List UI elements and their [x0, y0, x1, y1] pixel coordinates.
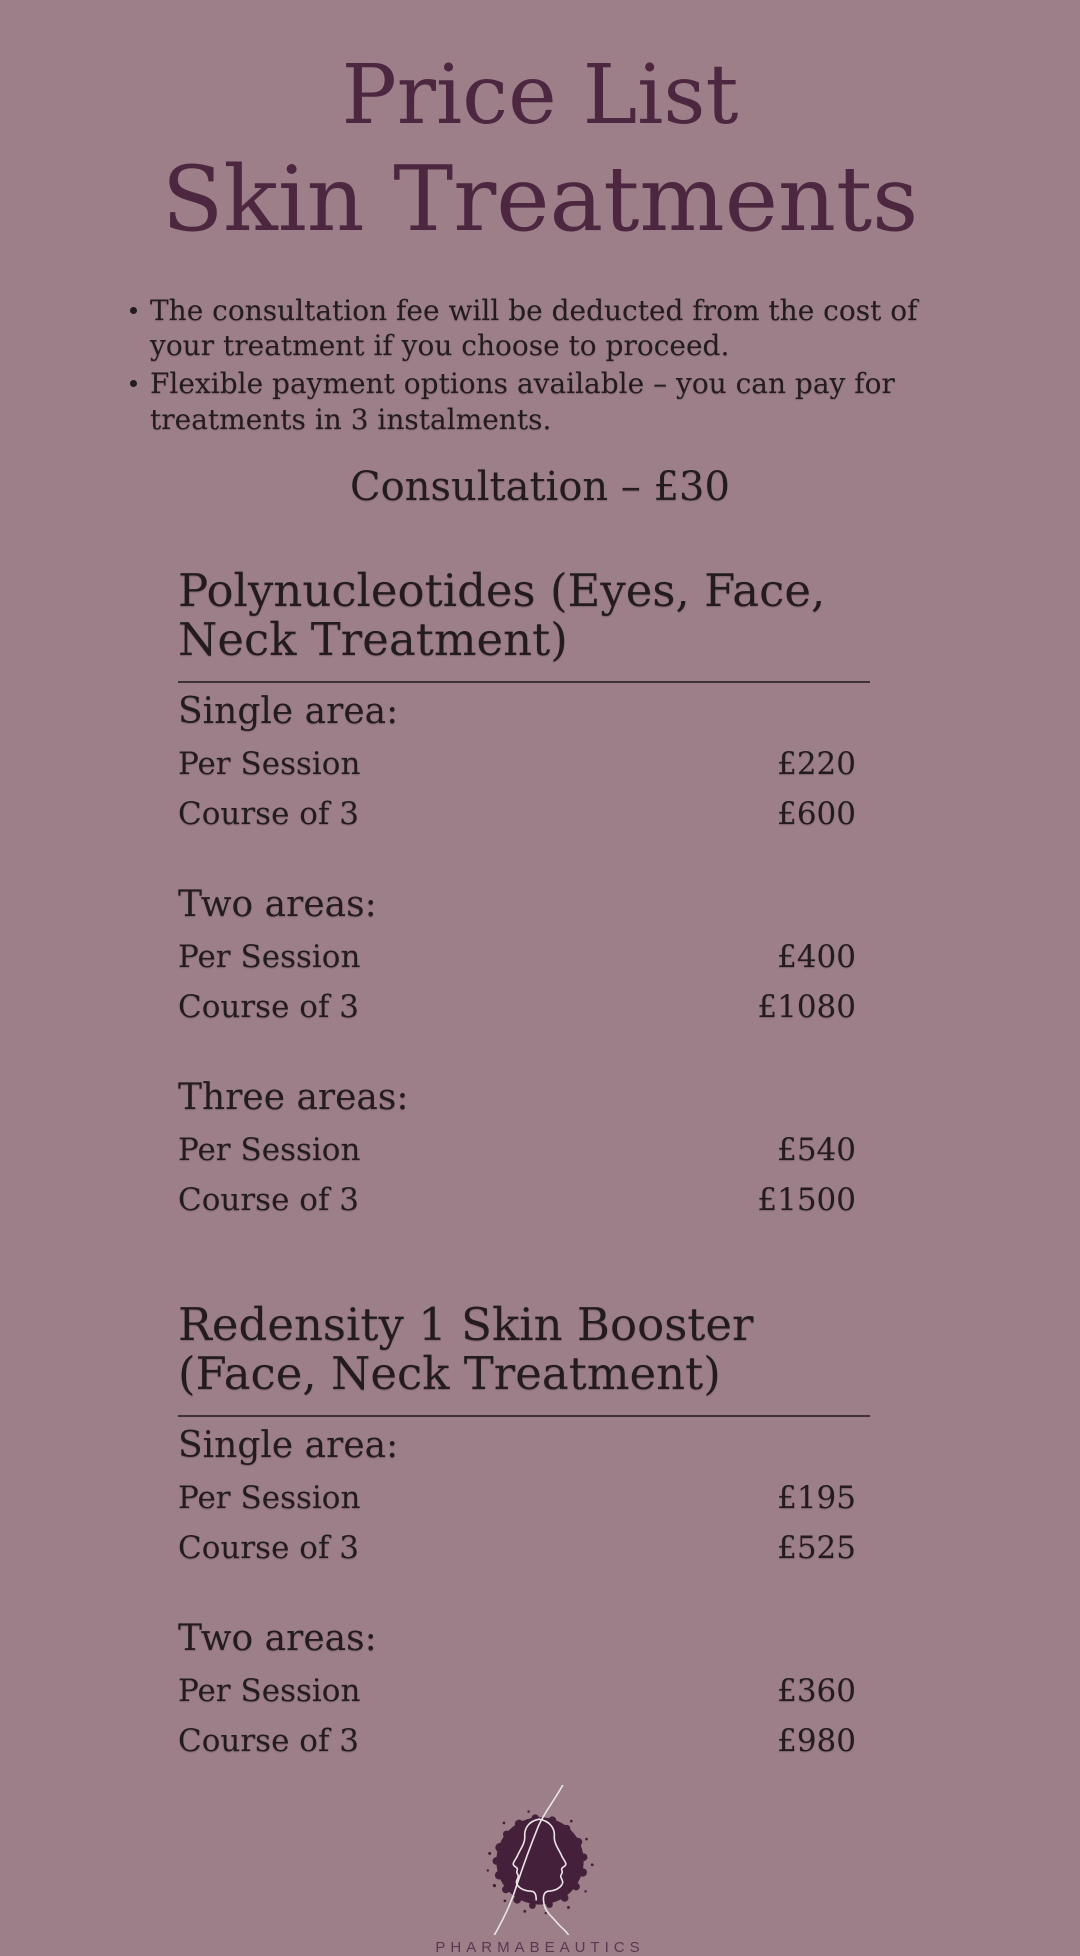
row-label: Per Session [178, 1479, 361, 1516]
price-row [178, 1480, 870, 1516]
price-row [178, 796, 870, 832]
bullet-icon [130, 380, 137, 387]
note-item [130, 366, 970, 438]
price-row [178, 1723, 870, 1759]
note-item [130, 293, 970, 365]
price-row [178, 989, 870, 1025]
row-price: £600 [777, 795, 856, 832]
row-price: £400 [777, 938, 856, 975]
logo-splatter-circle [487, 1810, 594, 1914]
note-text: The consultation fee will be deducted from the cost of your treatment if you choose to proceed. [150, 293, 918, 363]
price-group-single-area [178, 1425, 870, 1566]
price-row [178, 1182, 870, 1218]
row-price: £1500 [757, 1181, 856, 1218]
page-title: Price List [341, 48, 739, 143]
price-row [178, 746, 870, 782]
row-label: Per Session [178, 1672, 361, 1709]
price-row [178, 939, 870, 975]
row-price: £540 [777, 1131, 856, 1168]
row-price: £195 [777, 1479, 856, 1516]
row-label: Course of 3 [178, 1722, 359, 1759]
price-group-two-areas [178, 1618, 870, 1759]
section-title: Polynucleotides (Eyes, Face, Neck Treatment) [178, 563, 826, 667]
row-label: Course of 3 [178, 795, 359, 832]
section-polynucleotides [178, 563, 870, 1218]
brand-footer [0, 1785, 1080, 1956]
notes-list [130, 293, 970, 438]
page-subtitle: Skin Treatments [161, 146, 919, 252]
price-row [178, 1530, 870, 1566]
row-price: £980 [777, 1722, 856, 1759]
row-label: Per Session [178, 745, 361, 782]
row-price: £360 [777, 1672, 856, 1709]
group-name: Three areas: [178, 1076, 409, 1118]
consultation-price-line: Consultation – £30 [350, 463, 730, 510]
section-divider [178, 1415, 870, 1417]
price-row [178, 1673, 870, 1709]
price-group-two-areas [178, 884, 870, 1025]
group-name: Single area: [178, 690, 399, 732]
group-name: Single area: [178, 1424, 399, 1466]
price-row [178, 1132, 870, 1168]
bullet-icon [130, 307, 137, 314]
row-label: Course of 3 [178, 1181, 359, 1218]
row-label: Per Session [178, 938, 361, 975]
note-text: Flexible payment options available – you can pay for treatments in 3 instalments. [150, 367, 895, 437]
row-label: Course of 3 [178, 988, 359, 1025]
price-group-three-areas [178, 1077, 870, 1218]
group-name: Two areas: [178, 1617, 377, 1659]
brand-name: PHARMABEAUTICS [435, 1938, 645, 1956]
price-group-single-area [178, 691, 870, 832]
row-price: £525 [777, 1529, 856, 1566]
group-name: Two areas: [178, 883, 377, 925]
pharmabeautics-logo [440, 1785, 640, 1935]
section-title: Redensity 1 Skin Booster (Face, Neck Treatment) [178, 1297, 754, 1401]
row-label: Course of 3 [178, 1529, 359, 1566]
row-price: £1080 [757, 988, 856, 1025]
row-label: Per Session [178, 1131, 361, 1168]
section-divider [178, 681, 870, 683]
section-redensity-skin-booster [178, 1297, 870, 1759]
row-price: £220 [777, 745, 856, 782]
